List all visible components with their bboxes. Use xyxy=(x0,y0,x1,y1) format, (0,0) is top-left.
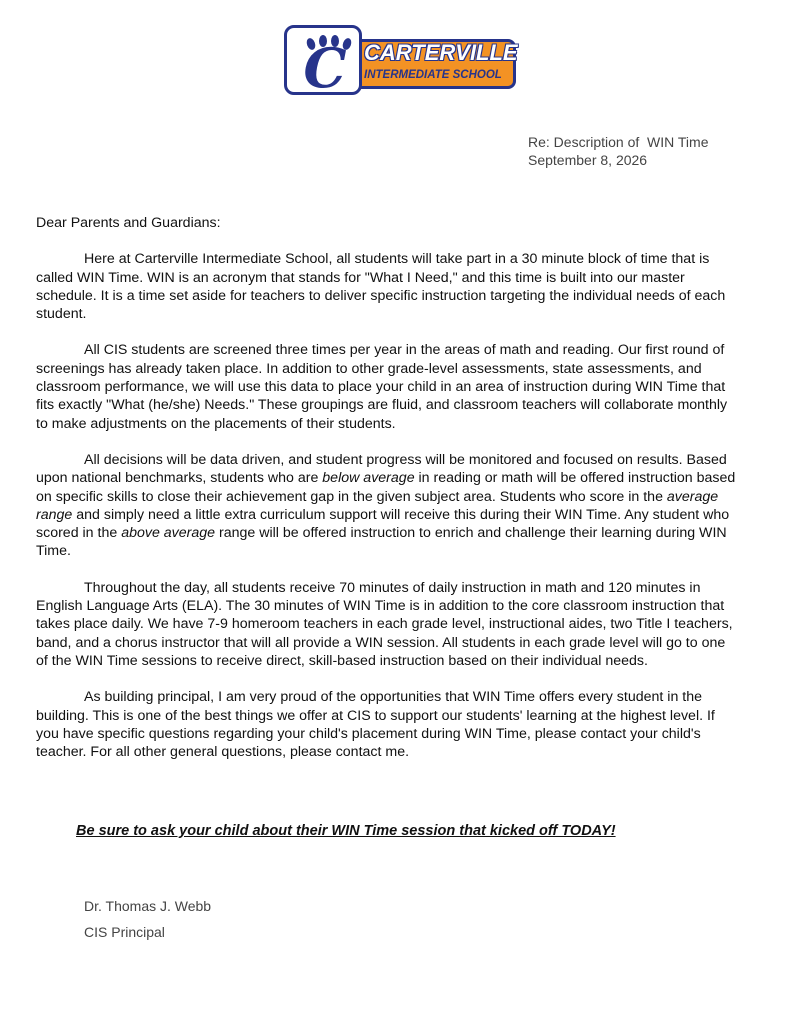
logo-emblem xyxy=(284,25,362,100)
logo-title: CARTERVILLE xyxy=(364,40,518,65)
school-logo xyxy=(284,25,518,100)
logo-subtitle: INTERMEDIATE SCHOOL xyxy=(364,69,502,81)
emphasis-above-average: above average xyxy=(121,525,216,542)
signer-name: Dr. Thomas J. Webb xyxy=(84,898,212,914)
paragraph-3 xyxy=(36,451,736,561)
letter-body xyxy=(36,214,736,779)
paragraph-5: As building principal, I am very proud of the opportunities that WIN Time offers every student in the building. This is one of the best things we offer at CIS to support our students' learning at the highest level. If you have specific questions regarding your child's placement during WIN Time, please contact your child's teacher. For all other general questions, please contact me. xyxy=(36,689,715,761)
paragraph-3-text-c: and simply need a little extra curriculum support will receive this during their WIN Time. Any student who scored in the xyxy=(36,506,730,542)
letter-date: September 8, 2026 xyxy=(528,152,648,168)
paragraph-1: Here at Carterville Intermediate School, all students will take part in a 30 minute block of time that is called WIN Time. WIN is an acronym that stands for "What I Need," and this time is built into our master schedule. It is a time set aside for teachers to deliver specific instruction targeting the individual needs of each student. xyxy=(36,251,726,323)
reference-block xyxy=(528,133,709,169)
paragraph-3-text-d: range will be offered instruction to enrich and challenge their learning during WIN Time. xyxy=(36,525,727,560)
signature-block xyxy=(84,893,211,945)
paragraph-2: All CIS students are screened three times per year in the areas of math and reading. Our first round of screenings has already taken place. In addition to other grade-level assessments, state assessments, and classroom performance, we will use this data to place your child in an area of instruction during WIN Time that fits exactly "What (he/she) Needs." These groupings are fluid, and classroom teachers will collaborate monthly to make adjustments on the placements of their students. xyxy=(36,342,728,432)
logo-letter: C xyxy=(303,36,347,100)
closing-callout: Be sure to ask your child about their WIN Time session that kicked off TODAY! xyxy=(76,823,616,839)
signer-title: CIS Principal xyxy=(84,924,165,940)
salutation: Dear Parents and Guardians: xyxy=(36,215,221,231)
paragraph-4: Throughout the day, all students receive 70 minutes of daily instruction in math and 120 minutes in English Language Arts (ELA). The 30 minutes of WIN Time is in addition to the core classroom instruction that takes place daily. We have 7-9 homeroom teachers in each grade level, instructional aides, two Title I teachers, band, and a chorus instructor that will all provide a WIN session. All students in each grade level will go to one of the WIN Time sessions to receive direct, skill-based instruction based on their individual needs. xyxy=(36,579,733,669)
emphasis-below-average: below average xyxy=(322,470,415,487)
re-line: Re: Description of WIN Time xyxy=(528,134,709,150)
paragraph-3-text-b: in reading or math will be offered instruction based on specific skills to close their achievement gap in the given subject area. Students who score in the xyxy=(36,470,736,505)
paragraph-3-text-a: All decisions will be data driven, and student progress will be monitored and focused on results. Based upon national benchmarks, students who are xyxy=(36,451,727,487)
emphasis-average-range: average range xyxy=(36,488,719,523)
